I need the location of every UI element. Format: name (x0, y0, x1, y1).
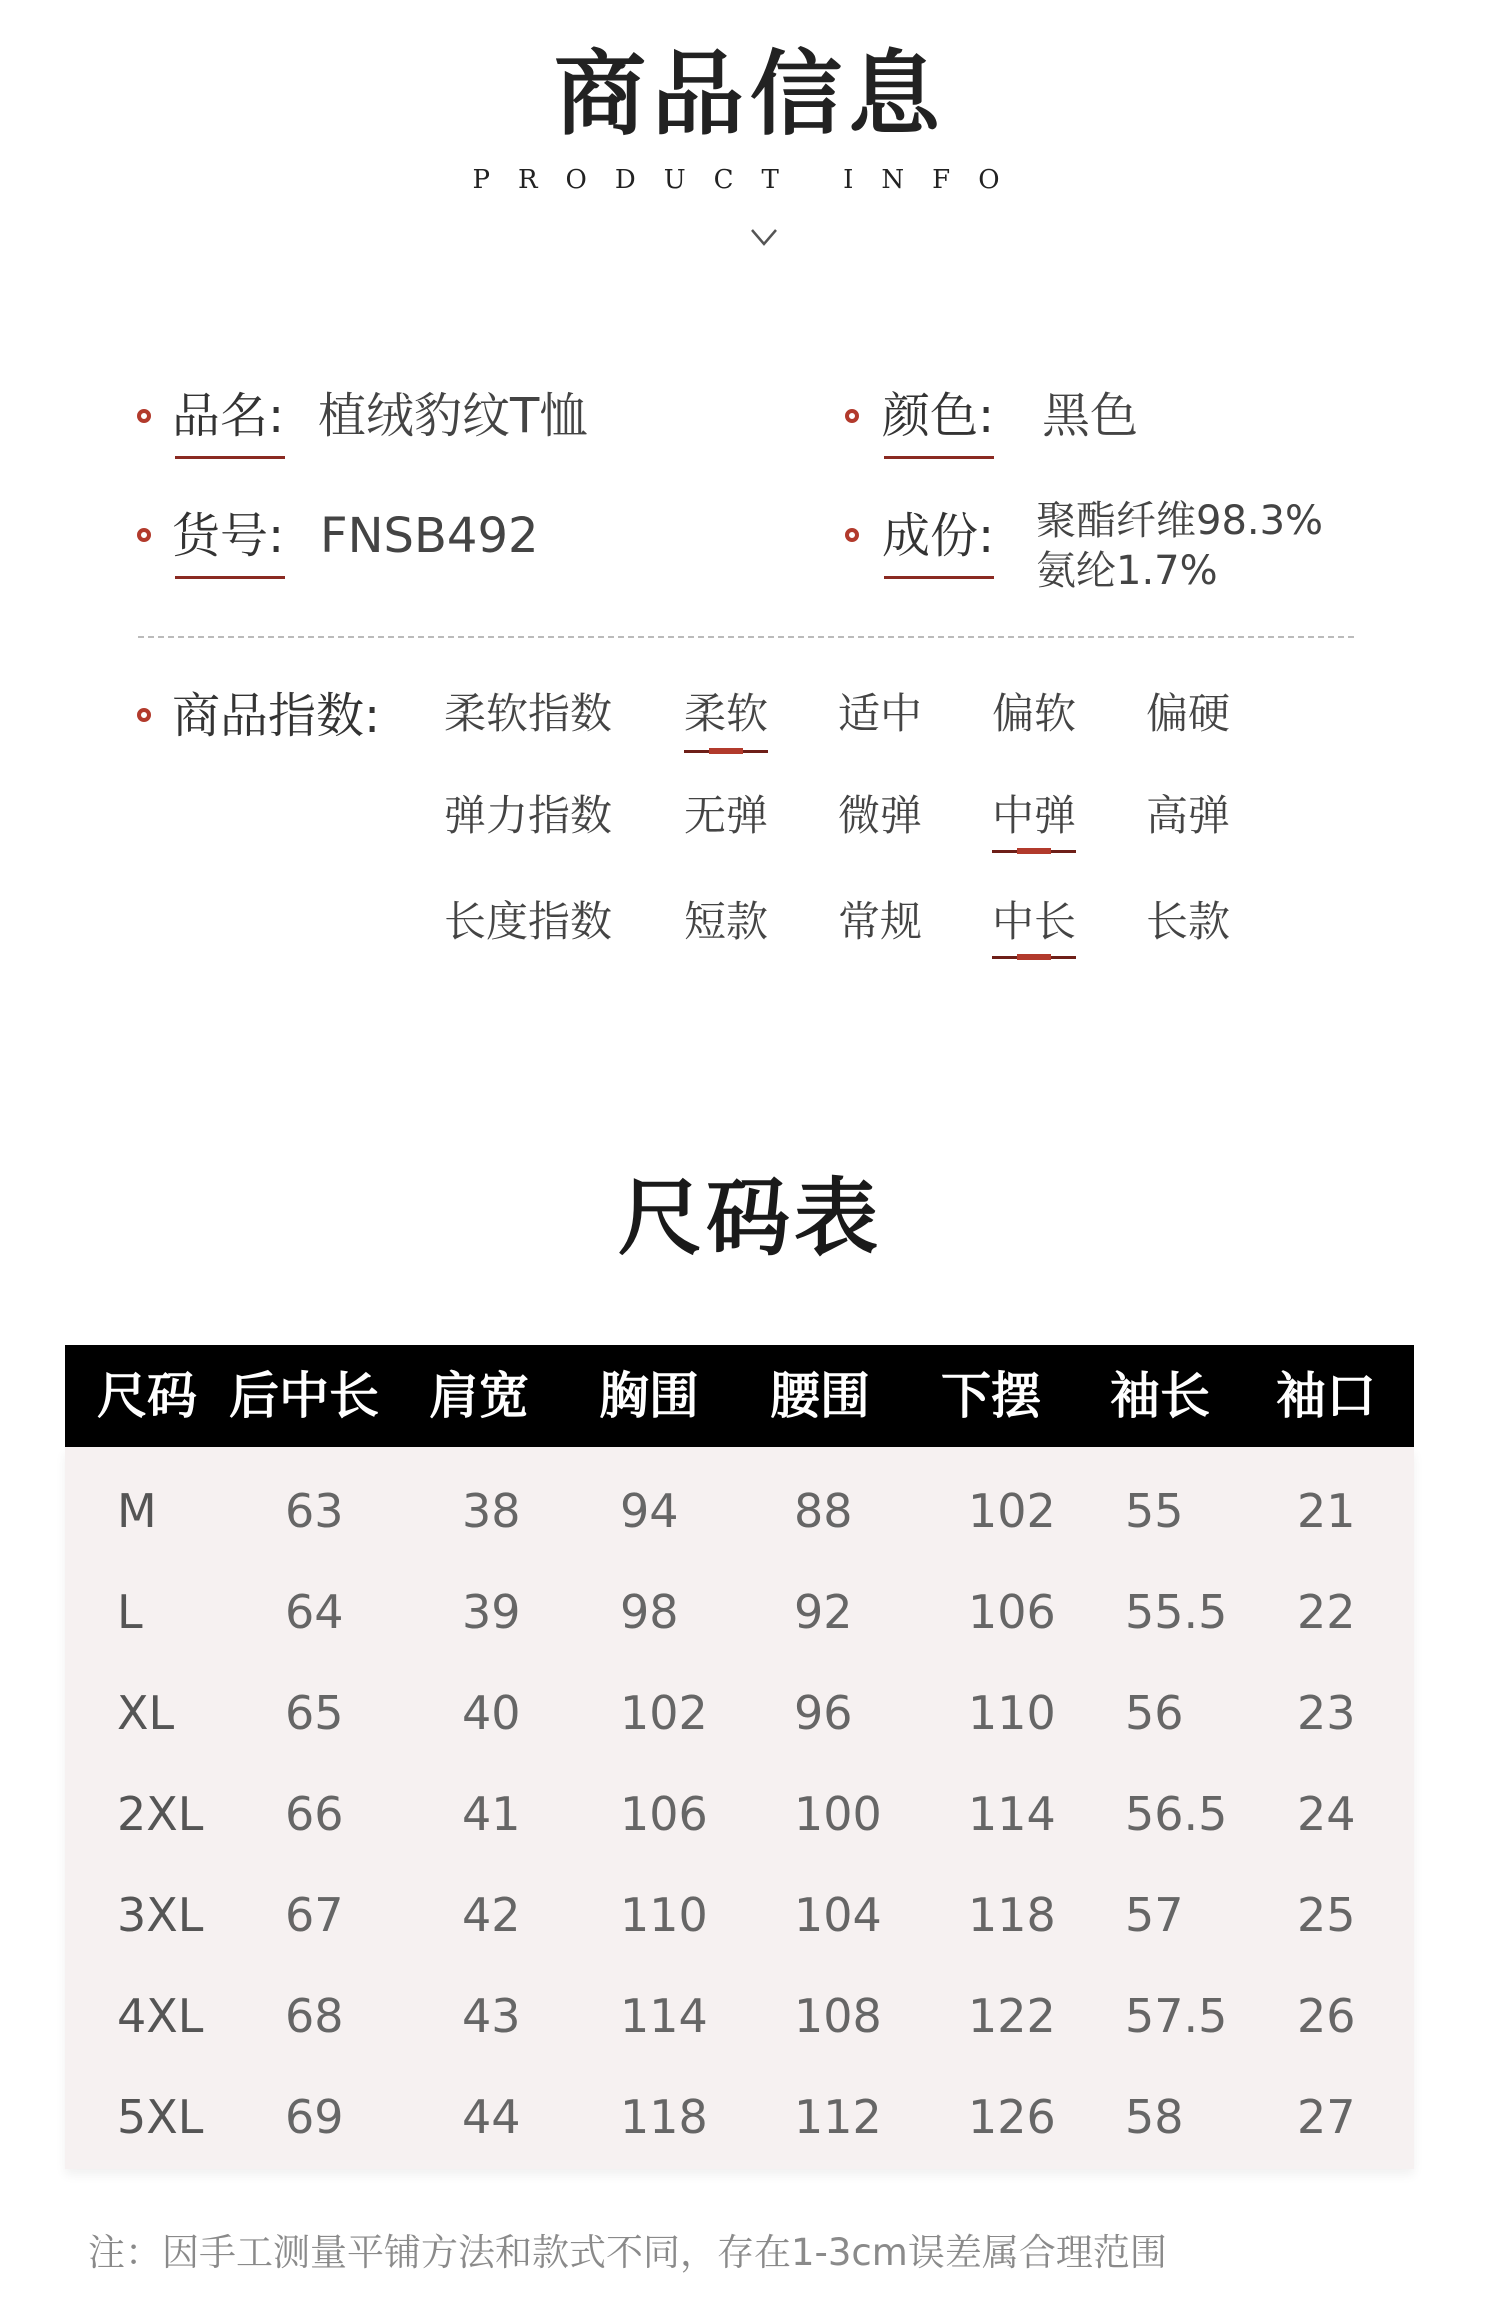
name-value: 植绒豹纹T恤 (318, 388, 588, 444)
measurement-cell: 43 (462, 1989, 521, 2043)
column-header: 下摆 (941, 1367, 1041, 1425)
measurement-cell: 106 (620, 1787, 708, 1841)
index-row-name: 弹力指数 (444, 791, 613, 840)
measurement-cell: 57 (1125, 1888, 1184, 1942)
size-cell: 5XL (117, 2090, 204, 2144)
index-option: 微弹 (838, 791, 923, 840)
index-option: 中长 (992, 897, 1077, 946)
measurement-cell: 44 (462, 2090, 521, 2144)
index-selected-marker (684, 750, 768, 753)
size-cell: 4XL (117, 1989, 204, 2043)
measurement-cell: 56.5 (1125, 1787, 1228, 1841)
measurement-cell: 25 (1297, 1888, 1356, 1942)
index-option: 长款 (1146, 897, 1231, 946)
measurement-cell: 100 (794, 1787, 882, 1841)
measurement-cell: 22 (1297, 1585, 1356, 1639)
measurement-cell: 24 (1297, 1787, 1356, 1841)
measurement-note: 注：因手工测量平铺方法和款式不同，存在1-3cm误差属合理范围 (88, 2231, 1167, 2274)
measurement-cell: 118 (968, 1888, 1056, 1942)
composition-value-line2: 氨纶1.7% (1036, 548, 1218, 594)
measurement-cell: 67 (285, 1888, 344, 1942)
measurement-cell: 110 (968, 1686, 1056, 1740)
sku-label: 货号: (172, 508, 285, 564)
measurement-cell: 27 (1297, 2090, 1356, 2144)
color-label-underline (884, 456, 994, 459)
measurement-cell: 110 (620, 1888, 708, 1942)
measurement-cell: 21 (1297, 1484, 1356, 1538)
size-cell: L (117, 1585, 143, 1639)
color-value: 黑色 (1042, 388, 1139, 444)
measurement-cell: 69 (285, 2090, 344, 2144)
bullet-dot-icon (137, 528, 151, 542)
index-row-name: 长度指数 (444, 897, 613, 946)
color-label: 颜色: (882, 388, 995, 444)
index-option: 短款 (684, 897, 769, 946)
measurement-cell: 66 (285, 1787, 344, 1841)
name-label: 品名: (172, 388, 285, 444)
index-option: 中弹 (992, 791, 1077, 840)
bullet-dot-icon (845, 409, 859, 423)
page-title: 商品信息 (553, 41, 946, 148)
measurement-cell: 88 (794, 1484, 853, 1538)
size-cell: 2XL (117, 1787, 204, 1841)
column-header: 后中长 (229, 1367, 379, 1425)
size-table-header (65, 1345, 1414, 1447)
size-table-body (65, 1447, 1414, 2169)
measurement-cell: 56 (1125, 1686, 1184, 1740)
index-option: 高弹 (1146, 791, 1231, 840)
measurement-cell: 114 (968, 1787, 1056, 1841)
column-header: 袖长 (1110, 1367, 1210, 1425)
measurement-cell: 55.5 (1125, 1585, 1228, 1639)
measurement-cell: 98 (620, 1585, 679, 1639)
size-cell: M (117, 1484, 157, 1538)
measurement-cell: 64 (285, 1585, 344, 1639)
sku-label-underline (175, 576, 285, 579)
measurement-cell: 23 (1297, 1686, 1356, 1740)
sku-value: FNSB492 (320, 508, 539, 564)
measurement-cell: 40 (462, 1686, 521, 1740)
index-option: 无弹 (684, 791, 769, 840)
measurement-cell: 106 (968, 1585, 1056, 1639)
measurement-cell: 38 (462, 1484, 521, 1538)
index-option: 偏硬 (1146, 689, 1231, 738)
composition-label-underline (884, 576, 994, 579)
measurement-cell: 118 (620, 2090, 708, 2144)
measurement-cell: 102 (620, 1686, 708, 1740)
index-option: 偏软 (992, 689, 1077, 738)
index-option: 常规 (838, 897, 923, 946)
section-divider (138, 636, 1354, 638)
composition-value-line1: 聚酯纤维98.3% (1036, 498, 1324, 544)
index-row-name: 柔软指数 (444, 689, 613, 738)
size-chart-title: 尺码表 (617, 1169, 882, 1267)
measurement-cell: 41 (462, 1787, 521, 1841)
column-header: 肩宽 (429, 1367, 529, 1425)
chevron-down-icon (749, 222, 779, 252)
size-cell: 3XL (117, 1888, 204, 1942)
measurement-cell: 26 (1297, 1989, 1356, 2043)
measurement-cell: 102 (968, 1484, 1056, 1538)
bullet-dot-icon (137, 409, 151, 423)
column-header: 袖口 (1276, 1367, 1376, 1425)
composition-label: 成份: (882, 508, 995, 564)
measurement-cell: 63 (285, 1484, 344, 1538)
measurement-cell: 94 (620, 1484, 679, 1538)
measurement-cell: 42 (462, 1888, 521, 1942)
index-label: 商品指数: (172, 688, 381, 744)
index-option: 适中 (838, 689, 923, 738)
measurement-cell: 57.5 (1125, 1989, 1228, 2043)
measurement-cell: 68 (285, 1989, 344, 2043)
page-subtitle: PRODUCT INFO (472, 165, 1028, 195)
measurement-cell: 126 (968, 2090, 1056, 2144)
index-option: 柔软 (684, 689, 769, 738)
measurement-cell: 122 (968, 1989, 1056, 2043)
size-cell: XL (117, 1686, 175, 1740)
measurement-cell: 58 (1125, 2090, 1184, 2144)
column-header: 尺码 (97, 1367, 197, 1425)
column-header: 腰围 (770, 1367, 870, 1425)
bullet-dot-icon (137, 708, 151, 722)
measurement-cell: 108 (794, 1989, 882, 2043)
measurement-cell: 114 (620, 1989, 708, 2043)
measurement-cell: 39 (462, 1585, 521, 1639)
measurement-cell: 92 (794, 1585, 853, 1639)
index-selected-marker (992, 850, 1076, 853)
measurement-cell: 55 (1125, 1484, 1184, 1538)
bullet-dot-icon (845, 528, 859, 542)
measurement-cell: 112 (794, 2090, 882, 2144)
measurement-cell: 96 (794, 1686, 853, 1740)
column-header: 胸围 (599, 1367, 699, 1425)
index-selected-marker (992, 956, 1076, 959)
name-label-underline (175, 456, 285, 459)
measurement-cell: 65 (285, 1686, 344, 1740)
measurement-cell: 104 (794, 1888, 882, 1942)
